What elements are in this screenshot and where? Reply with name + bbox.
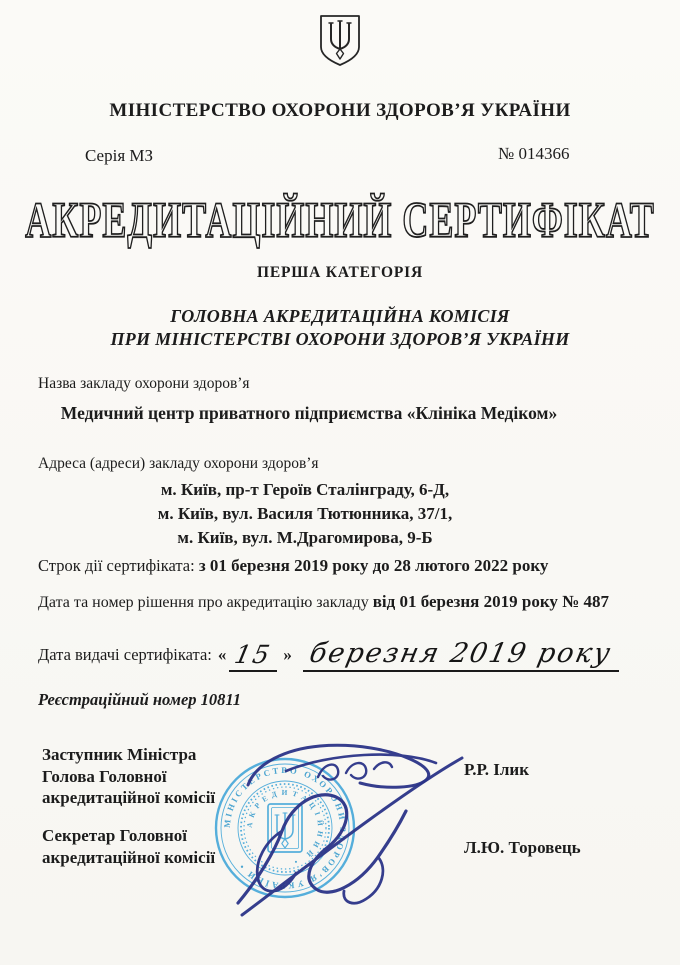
- certificate-number: № 014366: [498, 144, 570, 163]
- address-label: Адреса (адреси) закладу охорони здоров’я: [38, 455, 319, 472]
- decision-value: від 01 березня 2019 року № 487: [372, 592, 609, 611]
- validity-line: [38, 556, 548, 576]
- close-quote: »: [283, 645, 292, 664]
- issue-date-line: [38, 622, 619, 672]
- certificate-title: АКРЕДИТАЦІЙНИЙ СЕРТИФІКАТ: [25, 191, 655, 249]
- registration-number: Реєстраційний номер 10811: [38, 690, 242, 709]
- commission-line-1: ГОЛОВНА АКРЕДИТАЦІЙНА КОМІСІЯ: [170, 306, 510, 326]
- signatory-name-1: Р.Р. Ілик: [464, 760, 530, 779]
- issue-day-handwritten: 15: [232, 640, 275, 669]
- open-quote: «: [217, 645, 227, 664]
- category-subtitle: ПЕРША КАТЕГОРІЯ: [257, 264, 423, 281]
- signatory-name-2: Л.Ю. Торовець: [464, 838, 581, 857]
- commission-line-2: ПРИ МІНІСТЕРСТВІ ОХОРОНИ ЗДОРОВ’Я УКРАЇНИ: [110, 329, 570, 349]
- series-label: Серія МЗ: [85, 146, 154, 165]
- commission-heading: [0, 305, 680, 351]
- official-stamp-and-signatures: [190, 733, 490, 935]
- issue-day-field: [229, 640, 277, 672]
- stamp-outer-ring-text: МІНІСТЕРСТВО ОХОРОНИ ЗДОРОВ’Я УКРАЇНИ •: [221, 764, 349, 892]
- facility-name-label: Назва закладу охорони здоров’я: [38, 375, 250, 392]
- role1-line: Заступник Міністра: [42, 745, 197, 764]
- ministry-title: МІНІСТЕРСТВО ОХОРОНИ ЗДОРОВ’Я УКРАЇНИ: [109, 100, 571, 121]
- national-emblem-icon: [317, 13, 363, 69]
- address-list: [0, 478, 610, 550]
- decision-line: [38, 592, 609, 612]
- stamp-inner-ring-text: АКРЕДИТАЦІЙНИЙ •: [244, 787, 326, 868]
- address-line: м. Київ, вул. Василя Тютюнника, 37/1,: [157, 504, 453, 523]
- address-line: м. Київ, пр-т Героїв Сталінграду, 6-Д,: [160, 480, 450, 499]
- role1-line: Голова Головної: [42, 766, 167, 786]
- role2-line: акредитаційної комісії: [42, 847, 216, 867]
- validity-value: з 01 березня 2019 року до 28 лютого 2022 року: [198, 556, 549, 575]
- decision-label: Дата та номер рішення про акредитацію закладу: [38, 594, 369, 611]
- issue-date-label: Дата видачі сертифіката:: [38, 645, 212, 664]
- address-line: м. Київ, вул. М.Драгомирова, 9-Б: [177, 528, 433, 547]
- validity-label: Строк дії сертифіката:: [38, 556, 195, 575]
- role1-line: акредитаційної комісії: [42, 788, 216, 807]
- issue-month-year-field: [303, 638, 619, 672]
- stamp-trident-icon: [268, 804, 302, 852]
- facility-name: Медичний центр приватного підприємства «Клініка Медіком»: [60, 403, 558, 423]
- issue-month-year-handwritten: березня 2019 року: [307, 638, 615, 669]
- role2-line: Секретар Головної: [42, 826, 187, 845]
